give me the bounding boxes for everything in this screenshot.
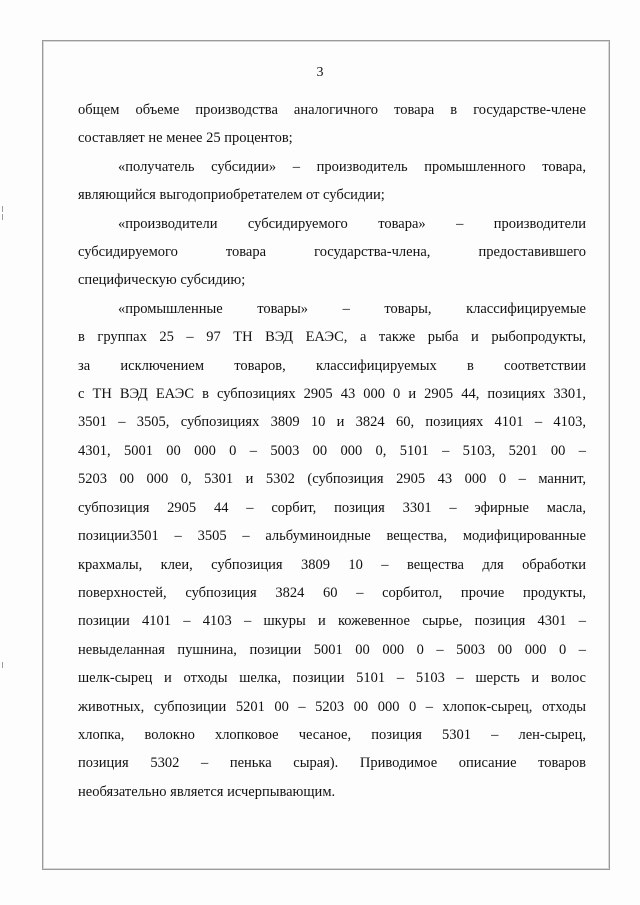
text-line: составляет не менее 25 процентов; [78, 130, 293, 147]
text-line: общем объеме производства аналогичного товара в государстве-члене [78, 102, 586, 118]
text-line: субпозиция 2905 44 – сорбит, позиция 3301 – эфирные масла, [78, 499, 586, 516]
text-line: за исключением товаров, классифицируемых в соответствии [78, 357, 586, 374]
text-line: «производители субсидируемого товара» – производители [118, 215, 586, 232]
paragraph [78, 295, 586, 806]
text-line: 3501 – 3505, субпозициях 3809 10 и 3824 60, позициях 4101 – 4103, [78, 414, 586, 431]
paragraph [78, 210, 586, 295]
text-line: специфическую субсидию; [78, 272, 246, 289]
text-line: поверхностей, субпозиция 3824 60 – сорбитол, прочие продукты, [78, 584, 586, 601]
text-line: животных, субпозиции 5201 00 – 5203 00 000 0 – хлопок-сырец, отходы [78, 698, 586, 715]
scan-mark [2, 214, 3, 220]
text-line: позиции 4101 – 4103 – шкуры и кожевенное сырье, позиция 4301 – [78, 613, 586, 630]
text-line: шелк-сырец и отходы шелка, позиции 5101 – 5103 – шерсть и волос [78, 670, 586, 687]
text-line: «получатель субсидии» – производитель промышленного товара, [118, 158, 586, 175]
text-line: «промышленные товары» – товары, классифицируемые [118, 300, 586, 317]
scan-mark [2, 662, 3, 668]
text-line: 4301, 5001 00 000 0 – 5003 00 000 0, 5101 – 5103, 5201 00 – [78, 442, 586, 459]
text-line: невыделанная пушнина, позиции 5001 00 000 0 – 5003 00 000 0 – [78, 641, 586, 658]
text-line: хлопка, волокно хлопковое чесаное, позиция 5301 – лен-сырец, [78, 726, 586, 743]
text-line: в группах 25 – 97 ТН ВЭД ЕАЭС, а также рыба и рыбопродукты, [78, 329, 586, 346]
text-line: крахмалы, клеи, субпозиция 3809 10 – вещества для обработки [78, 556, 586, 573]
paragraph [78, 96, 586, 153]
text-line: необязательно является исчерпывающим. [78, 783, 336, 800]
page-number: 3 [316, 65, 324, 80]
text-line: позиции3501 – 3505 – альбуминоидные вещества, модифицированные [78, 528, 586, 545]
text-line: субсидируемого товара государства-члена, предоставившего [78, 244, 586, 261]
paragraph [78, 153, 586, 210]
text-line: являющийся выгодоприобретателем от субсидии; [78, 187, 385, 204]
scan-mark [2, 206, 3, 212]
text-line: позиция 5302 – пенька сырая). Приводимое описание товаров [78, 755, 586, 772]
text-line: 5203 00 000 0, 5301 и 5302 (субпозиция 2905 43 000 0 – маннит, [78, 471, 586, 488]
document-body [78, 96, 586, 806]
text-line: с ТН ВЭД ЕАЭС в субпозициях 2905 43 000 0 и 2905 44, позициях 3301, [78, 386, 586, 403]
